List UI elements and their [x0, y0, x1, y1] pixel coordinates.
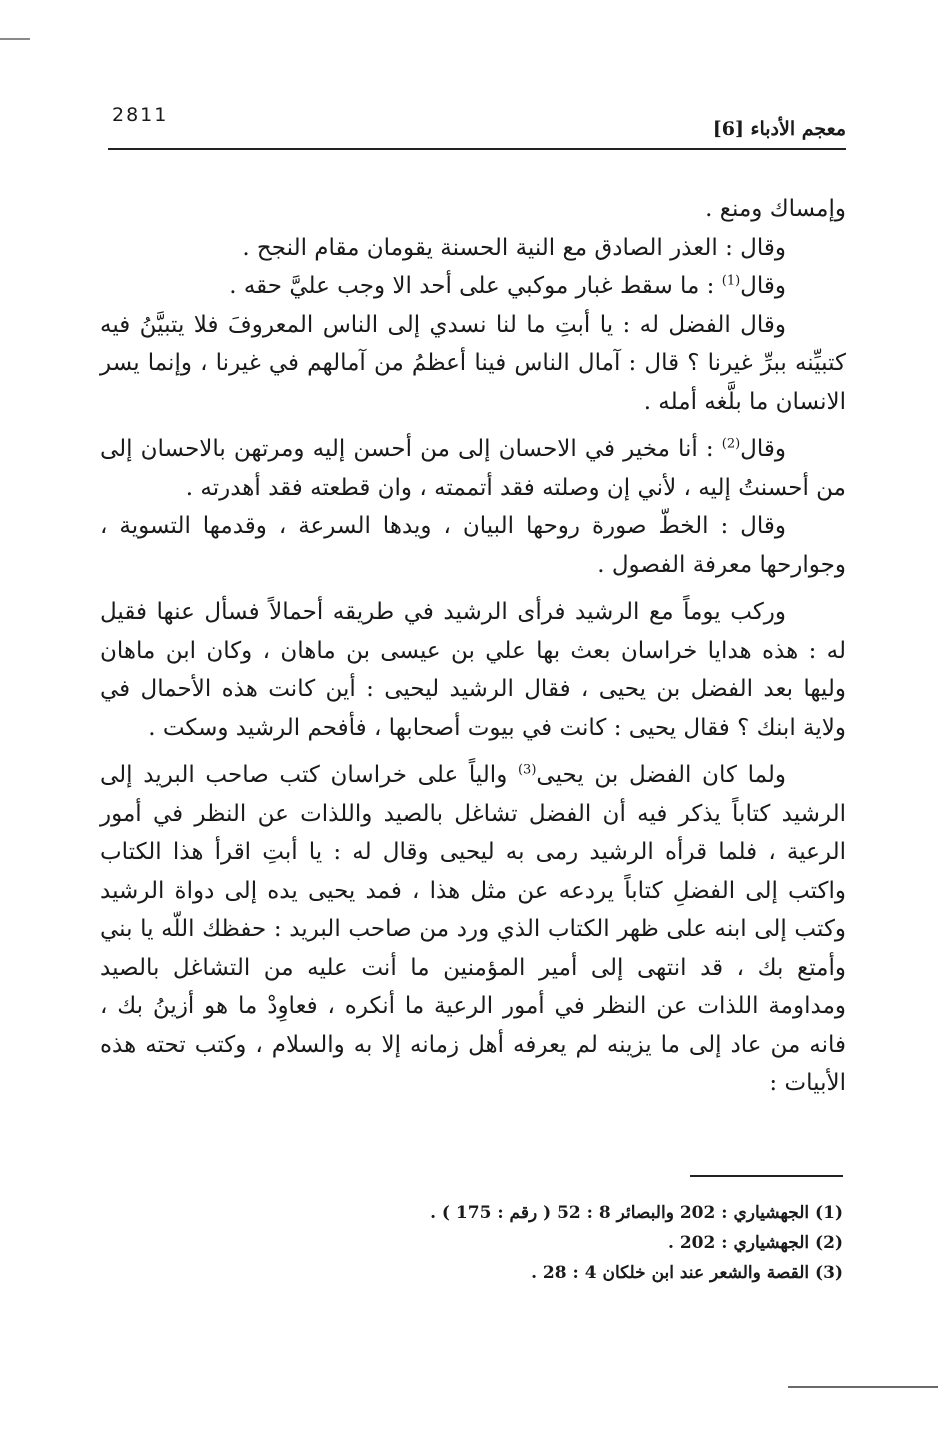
paragraph: وقال الفضل له : يا أبتِ ما لنا نسدي إلى الناس المعروفَ فلا يتبيَّنُ فيه كتبيِّنه ببرِّ غيرنا ؟ قال : آمال الناس فينا أعظمُ من آمالهم في غيرنا ، وإنما يسر الانسان ما بلَّغه أمله . — [100, 311, 846, 415]
scan-edge-mark — [788, 1386, 938, 1388]
paragraph — [100, 267, 846, 306]
paragraph — [100, 756, 846, 1103]
footnote: (2) الجهشياري : 202 . — [667, 1233, 843, 1253]
footnote-rule — [690, 1175, 843, 1177]
paragraph-text: ولما كان الفضل بن يحيى — [536, 762, 786, 788]
footnote-marker: (3) — [517, 762, 537, 778]
paragraph-text: : أنا مخير في الاحسان إلى من أحسن إليه ومرتهن بالاحسان إلى من أحسنتُ إليه ، لأني إن وصلته فقد أتممته ، وان قطعته فقد أهدرته . — [100, 436, 846, 501]
page-header — [108, 96, 846, 148]
header-rule — [108, 148, 846, 150]
paragraph: وقال : العذر الصادق مع النية الحسنة يقومان مقام النجح . — [242, 234, 786, 261]
paragraph: وركب يوماً مع الرشيد فرأى الرشيد في طريقه أحمالاً فسأل عنها فقيل له : هذه هدايا خراسان بعث بها علي بن عيسى بن ماهان ، وكان ابن ماهان وليها بعد الفضل بن يحيى ، فقال الرشيد ليحيى : أين كانت هذه الأحمال في ولاية ابنك ؟ فقال يحيى : كانت في بيوت أصحابها ، فأفحم الرشيد وسكت . — [100, 599, 846, 741]
paragraph: وقال : الخطّ صورة روحها البيان ، ويدها السرعة ، وقدمها التسوية ، وجوارحها معرفة الفصول . — [100, 513, 846, 578]
running-title: معجم الأدباء [6] — [712, 118, 846, 140]
paragraph — [100, 430, 846, 507]
footnote-marker: (2) — [721, 436, 741, 452]
footnote-marker: (1) — [721, 273, 741, 289]
scan-edge-mark — [0, 38, 30, 40]
paragraph-text: : ما سقط غبار موكبي على أحد الا وجب عليَّ حقه . — [229, 273, 722, 299]
paragraph: وإمساك ومنع . — [705, 196, 846, 222]
paragraph-text: وقال — [740, 273, 786, 299]
paragraph-text: والياً على خراسان كتب صاحب البريد إلى الرشيد كتاباً يذكر فيه أن الفضل تشاغل بالصيد واللذات عن النظر في أمور الرعية ، فلما قرأه الرشيد رمى به ليحيى وقال له : يا أبتِ اقرأ هذا الكتاب واكتب إلى الفضلِ كتاباً يردعه عن مثل هذا ، فمد يحيى يده إلى دواة الرشيد وكتب إلى ابنه على ظهر الكتاب الذي ورد من صاحب البريد : حفظك اللّه يا بني وأمتع بك ، قد انتهى إلى أمير المؤمنين ما أنت عليه من التشاغل بالصيد ومداومة اللذات عن النظر في أمور الرعية ما أنكره ، فعاوِدْ ما هو أزينُ بك ، فانه من عاد إلى ما يزينه لم يعرفه أهل زمانه إلا به والسلام ، وكتب تحته هذه الأبيات : — [100, 762, 847, 1096]
footnote: (3) القصة والشعر عند ابن خلكان 4 : 28 . — [531, 1263, 843, 1283]
paragraph-text: وقال — [740, 436, 786, 462]
page-number: 2811 — [112, 104, 169, 126]
footnotes — [400, 1198, 843, 1288]
main-text — [100, 190, 846, 1103]
footnote: (1) الجهشياري : 202 والبصائر 8 : 52 ( رقم : 175 ) . — [430, 1203, 843, 1223]
